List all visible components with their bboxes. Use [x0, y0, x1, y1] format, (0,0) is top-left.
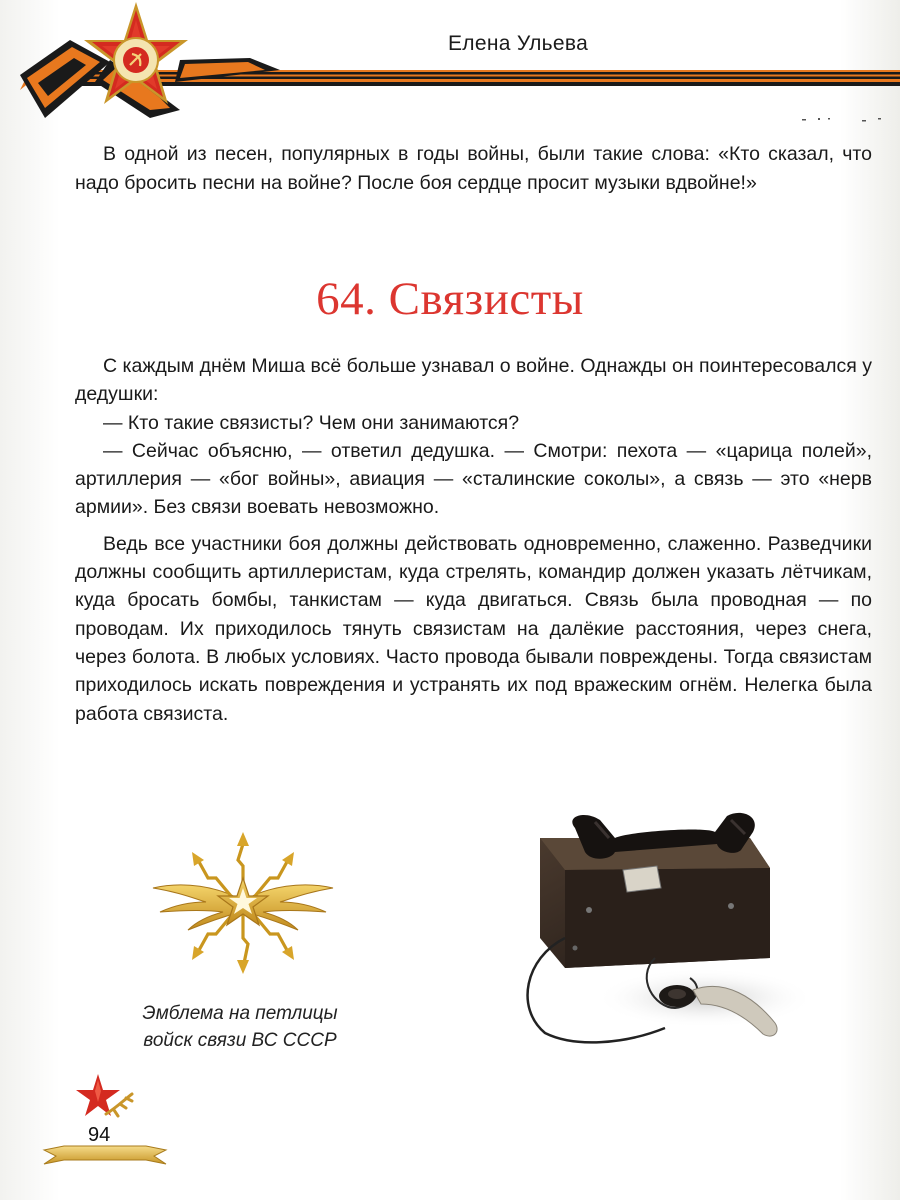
signal-corps-emblem-icon — [148, 826, 338, 976]
footer-star-icon — [70, 1070, 140, 1130]
chapter-title: 64. Связисты — [316, 273, 584, 325]
emblem-caption-line: Эмблема на петлицы — [142, 1003, 338, 1024]
print-specks — [802, 118, 881, 122]
intro-paragraph: В одной из песен, популярных в годы войны, были такие слова: «Кто сказал, что надо бросить песни на войне? После боя сердце просит музыки вдвойне!» — [75, 143, 872, 194]
emblem-caption — [110, 1000, 370, 1054]
paragraph: Ведь все участники боя должны действовать одновременно, слаженно. Разведчики должны сообщить артиллеристам, куда стрелять, командир должен указать лётчикам, куда бросать бомбы, танкистам — куда двигаться. Связь была проводная — по проводам. Их приходилось тянуть связистам на далёкие расстояния, через снега, через болота. В любых условиях. Часто провода бывали повреждены. Тогда связистам приходилось искать повреждения и устранять их под вражеским огнём. Нелегка была работа связиста. — [75, 532, 872, 725]
paragraph: С каждым днём Миша всё больше узнавал о войне. Однажды он поинтересовался у дедушки: — [75, 355, 872, 406]
chapter-body — [75, 352, 872, 728]
header-ribbon — [0, 0, 900, 130]
field-telephone-icon — [505, 808, 805, 1058]
paragraph: — Сейчас объясню, — ответил дедушка. — Смотри: пехота — «царица полей», артиллерия — «бог войны», авиация — «сталинские соколы», а связь — это «нерв армии». Без связи воевать невозможно. — [75, 439, 872, 519]
paragraph: — Кто такие связисты? Чем они занимаются? — [103, 411, 520, 434]
author-name: Елена Ульева — [448, 32, 589, 55]
emblem-caption-line: войск связи ВС СССР — [143, 1030, 337, 1051]
page-number: 94 — [88, 1124, 111, 1146]
